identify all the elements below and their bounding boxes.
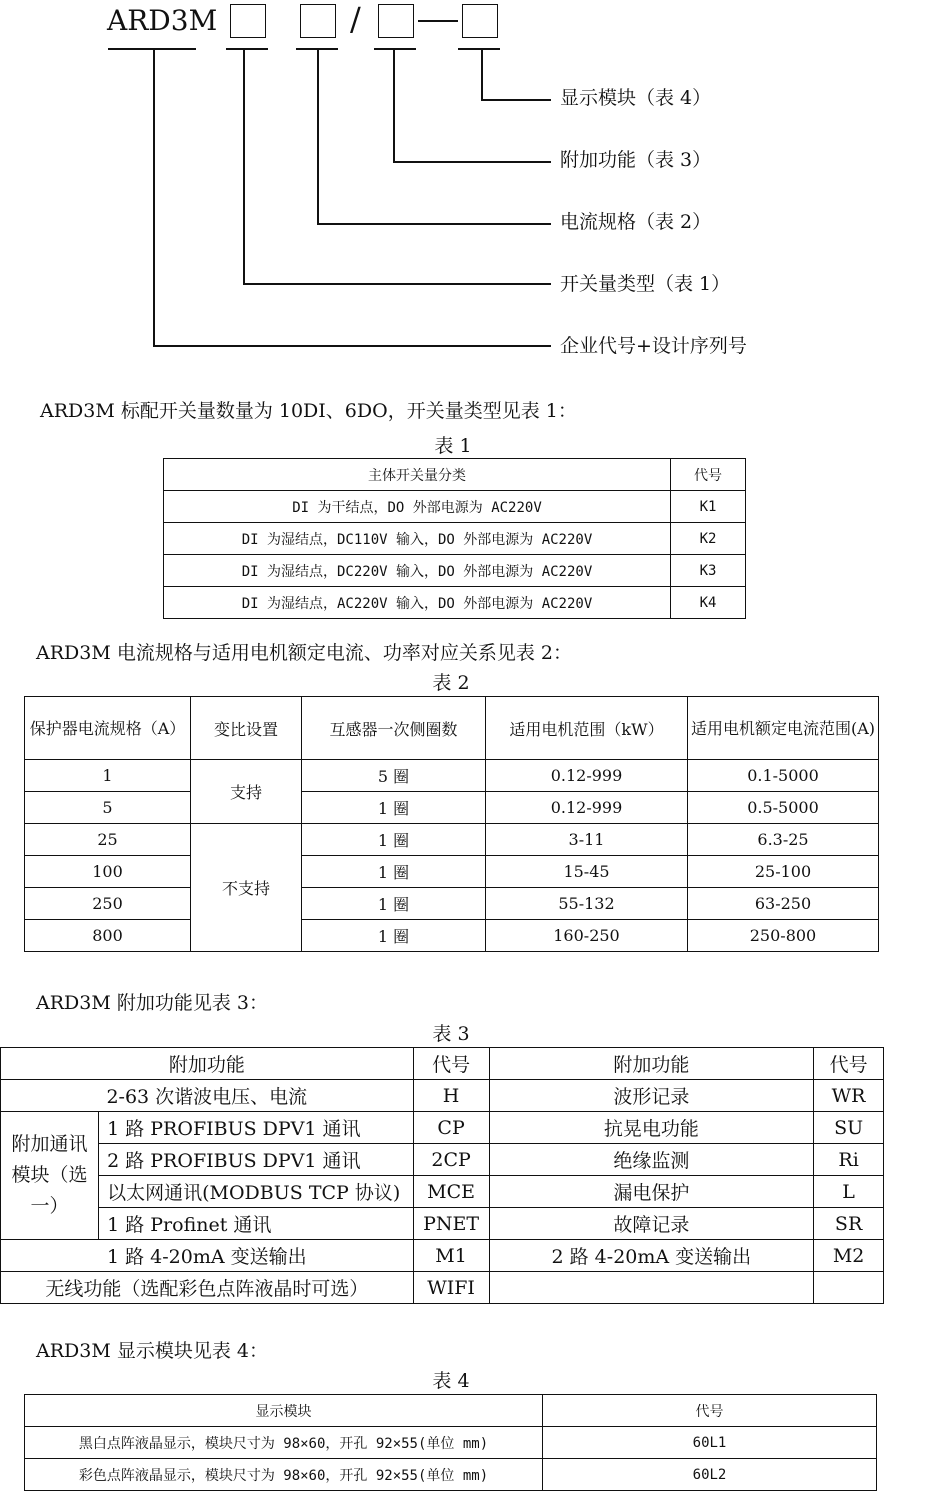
comm-module-group-label: 附加通讯模块（选一） <box>1 1112 99 1240</box>
table-cell: 0.1-5000 <box>688 760 879 792</box>
table1-header-category: 主体开关量分类 <box>164 459 671 491</box>
table3 <box>0 1047 884 1304</box>
table1 <box>163 458 746 619</box>
table-row <box>1 1272 884 1304</box>
table-cell: 波形记录 <box>489 1080 814 1112</box>
table-cell: 漏电保护 <box>489 1176 814 1208</box>
table-cell: 63-250 <box>688 888 879 920</box>
leader-4-h <box>481 99 551 101</box>
table-cell: 2-63 次谐波电压、电流 <box>1 1080 414 1112</box>
table-cell: WIFI <box>413 1272 489 1304</box>
table-cell: 25-100 <box>688 856 879 888</box>
leader-4-v <box>481 48 483 100</box>
code-box-3 <box>378 4 414 38</box>
table-cell: 故障记录 <box>489 1208 814 1240</box>
dash <box>418 20 458 22</box>
table3-header-code-right: 代号 <box>814 1048 884 1080</box>
table2-header-turns: 互感器一次侧圈数 <box>302 697 486 760</box>
table-row <box>25 760 879 792</box>
table-cell: 6.3-25 <box>688 824 879 856</box>
leader-1-v <box>243 48 245 284</box>
legend-display-module: 显示模块（表 4） <box>560 87 712 109</box>
table-cell: 无线功能（选配彩色点阵液晶时可选） <box>1 1272 414 1304</box>
table-row <box>25 1427 877 1459</box>
table-cell: 5 圈 <box>302 760 486 792</box>
table-cell: DI 为湿结点，DC110V 输入，DO 外部电源为 AC220V <box>164 523 671 555</box>
table-header-row <box>25 1395 877 1427</box>
table-cell: 以太网通讯(MODBUS TCP 协议) <box>99 1176 414 1208</box>
table3-header-function-right: 附加功能 <box>489 1048 814 1080</box>
box4-underline <box>458 48 500 50</box>
leader-3-h <box>393 161 551 163</box>
table-cell: 800 <box>25 920 191 952</box>
table-row <box>164 555 746 587</box>
leader-2-v <box>317 48 319 224</box>
table-cell: 1 圈 <box>302 888 486 920</box>
leader-0-h <box>153 345 551 347</box>
legend-current-spec: 电流规格（表 2） <box>560 211 712 233</box>
table-cell: 55-132 <box>486 888 688 920</box>
table-cell: 100 <box>25 856 191 888</box>
table-cell: SR <box>814 1208 884 1240</box>
table-row <box>25 824 879 856</box>
legend-switch-type: 开关量类型（表 1） <box>560 273 731 295</box>
table-cell: 60L2 <box>543 1459 877 1491</box>
table-cell: 彩色点阵液晶显示，模块尺寸为 98×60，开孔 92×55(单位 mm) <box>25 1459 543 1491</box>
table-cell: SU <box>814 1112 884 1144</box>
table4-header-code: 代号 <box>543 1395 877 1427</box>
table-row <box>1 1112 884 1144</box>
table2-caption: 表 2 <box>432 672 470 694</box>
table-cell: 160-250 <box>486 920 688 952</box>
table-row <box>1 1240 884 1272</box>
table-cell: CP <box>413 1112 489 1144</box>
table-cell: 1 路 4-20mA 变送输出 <box>1 1240 414 1272</box>
para-table4-intro: ARD3M 显示模块见表 4： <box>36 1340 268 1362</box>
table-cell: 250-800 <box>688 920 879 952</box>
para-table1-intro: ARD3M 标配开关量数量为 10DI、6DO，开关量类型见表 1： <box>40 400 577 422</box>
table-cell: K2 <box>671 523 746 555</box>
table2-header-ratio: 变比设置 <box>191 697 302 760</box>
table-header-row <box>164 459 746 491</box>
table3-header-function-left: 附加功能 <box>1 1048 414 1080</box>
table-row <box>1 1080 884 1112</box>
table-row <box>1 1176 884 1208</box>
table-cell <box>814 1272 884 1304</box>
table-row <box>164 491 746 523</box>
table-cell: 0.12-999 <box>486 760 688 792</box>
table-cell: PNET <box>413 1208 489 1240</box>
table-row <box>164 523 746 555</box>
table3-header-code-left: 代号 <box>413 1048 489 1080</box>
table-cell: 3-11 <box>486 824 688 856</box>
table-cell: H <box>413 1080 489 1112</box>
leader-0-v <box>153 48 155 346</box>
table-cell: 1 圈 <box>302 792 486 824</box>
slash: / <box>350 0 361 38</box>
model-underline <box>108 48 196 50</box>
table-cell: 1 <box>25 760 191 792</box>
table-row <box>25 920 879 952</box>
box3-underline <box>374 48 416 50</box>
table-header-row <box>1 1048 884 1080</box>
ratio-nosupport-cell: 不支持 <box>191 824 302 952</box>
table3-caption: 表 3 <box>432 1023 470 1045</box>
table4-caption: 表 4 <box>432 1370 470 1392</box>
para-table3-intro: ARD3M 附加功能见表 3： <box>36 992 268 1014</box>
table-cell: 1 圈 <box>302 856 486 888</box>
table4 <box>24 1394 877 1491</box>
table-cell: 250 <box>25 888 191 920</box>
table-cell: K4 <box>671 587 746 619</box>
leader-1-h <box>243 283 551 285</box>
table-row <box>1 1208 884 1240</box>
table-row <box>25 856 879 888</box>
table-row <box>1 1144 884 1176</box>
table-cell: K1 <box>671 491 746 523</box>
table-row <box>25 792 879 824</box>
table-cell: 60L1 <box>543 1427 877 1459</box>
table-cell: 2CP <box>413 1144 489 1176</box>
leader-3-v <box>393 48 395 162</box>
table-cell <box>489 1272 814 1304</box>
table-row <box>25 888 879 920</box>
table-cell: 25 <box>25 824 191 856</box>
table-header-row <box>25 697 879 760</box>
table2-header-spec: 保护器电流规格（A） <box>25 697 191 760</box>
table-cell: DI 为湿结点，AC220V 输入，DO 外部电源为 AC220V <box>164 587 671 619</box>
table-cell: DI 为干结点，DO 外部电源为 AC220V <box>164 491 671 523</box>
table-cell: 1 圈 <box>302 920 486 952</box>
table-cell: 5 <box>25 792 191 824</box>
table-cell: MCE <box>413 1176 489 1208</box>
table2-header-current: 适用电机额定电流范围(A) <box>688 697 879 760</box>
table-cell: 1 路 PROFIBUS DPV1 通讯 <box>99 1112 414 1144</box>
legend-company-code: 企业代号+设计序列号 <box>560 335 747 357</box>
code-box-4 <box>462 4 498 38</box>
table-cell: 2 路 4-20mA 变送输出 <box>489 1240 814 1272</box>
code-box-1 <box>230 4 266 38</box>
table-cell: WR <box>814 1080 884 1112</box>
table-cell: 抗晃电功能 <box>489 1112 814 1144</box>
model-name: ARD3M <box>107 4 218 37</box>
table-row <box>25 1459 877 1491</box>
table-cell: K3 <box>671 555 746 587</box>
table-cell: 1 圈 <box>302 824 486 856</box>
table2 <box>24 696 879 952</box>
table1-caption: 表 1 <box>434 435 472 457</box>
table-cell: 0.12-999 <box>486 792 688 824</box>
table-cell: M2 <box>814 1240 884 1272</box>
table-cell: DI 为湿结点，DC220V 输入，DO 外部电源为 AC220V <box>164 555 671 587</box>
leader-2-h <box>317 223 551 225</box>
para-table2-intro: ARD3M 电流规格与适用电机额定电流、功率对应关系见表 2： <box>36 642 572 664</box>
table4-header-module: 显示模块 <box>25 1395 543 1427</box>
table-cell: 绝缘监测 <box>489 1144 814 1176</box>
table-cell: Ri <box>814 1144 884 1176</box>
legend-extra-function: 附加功能（表 3） <box>560 149 712 171</box>
table-cell: 黑白点阵液晶显示，模块尺寸为 98×60，开孔 92×55(单位 mm) <box>25 1427 543 1459</box>
table-cell: M1 <box>413 1240 489 1272</box>
table-cell: 1 路 Profinet 通讯 <box>99 1208 414 1240</box>
table-cell: 15-45 <box>486 856 688 888</box>
code-box-2 <box>300 4 336 38</box>
box1-underline <box>226 48 268 50</box>
ratio-support-cell: 支持 <box>191 760 302 824</box>
table2-header-power: 适用电机范围（kW） <box>486 697 688 760</box>
table-cell: L <box>814 1176 884 1208</box>
table1-header-code: 代号 <box>671 459 746 491</box>
table-cell: 0.5-5000 <box>688 792 879 824</box>
table-row <box>164 587 746 619</box>
table-cell: 2 路 PROFIBUS DPV1 通讯 <box>99 1144 414 1176</box>
